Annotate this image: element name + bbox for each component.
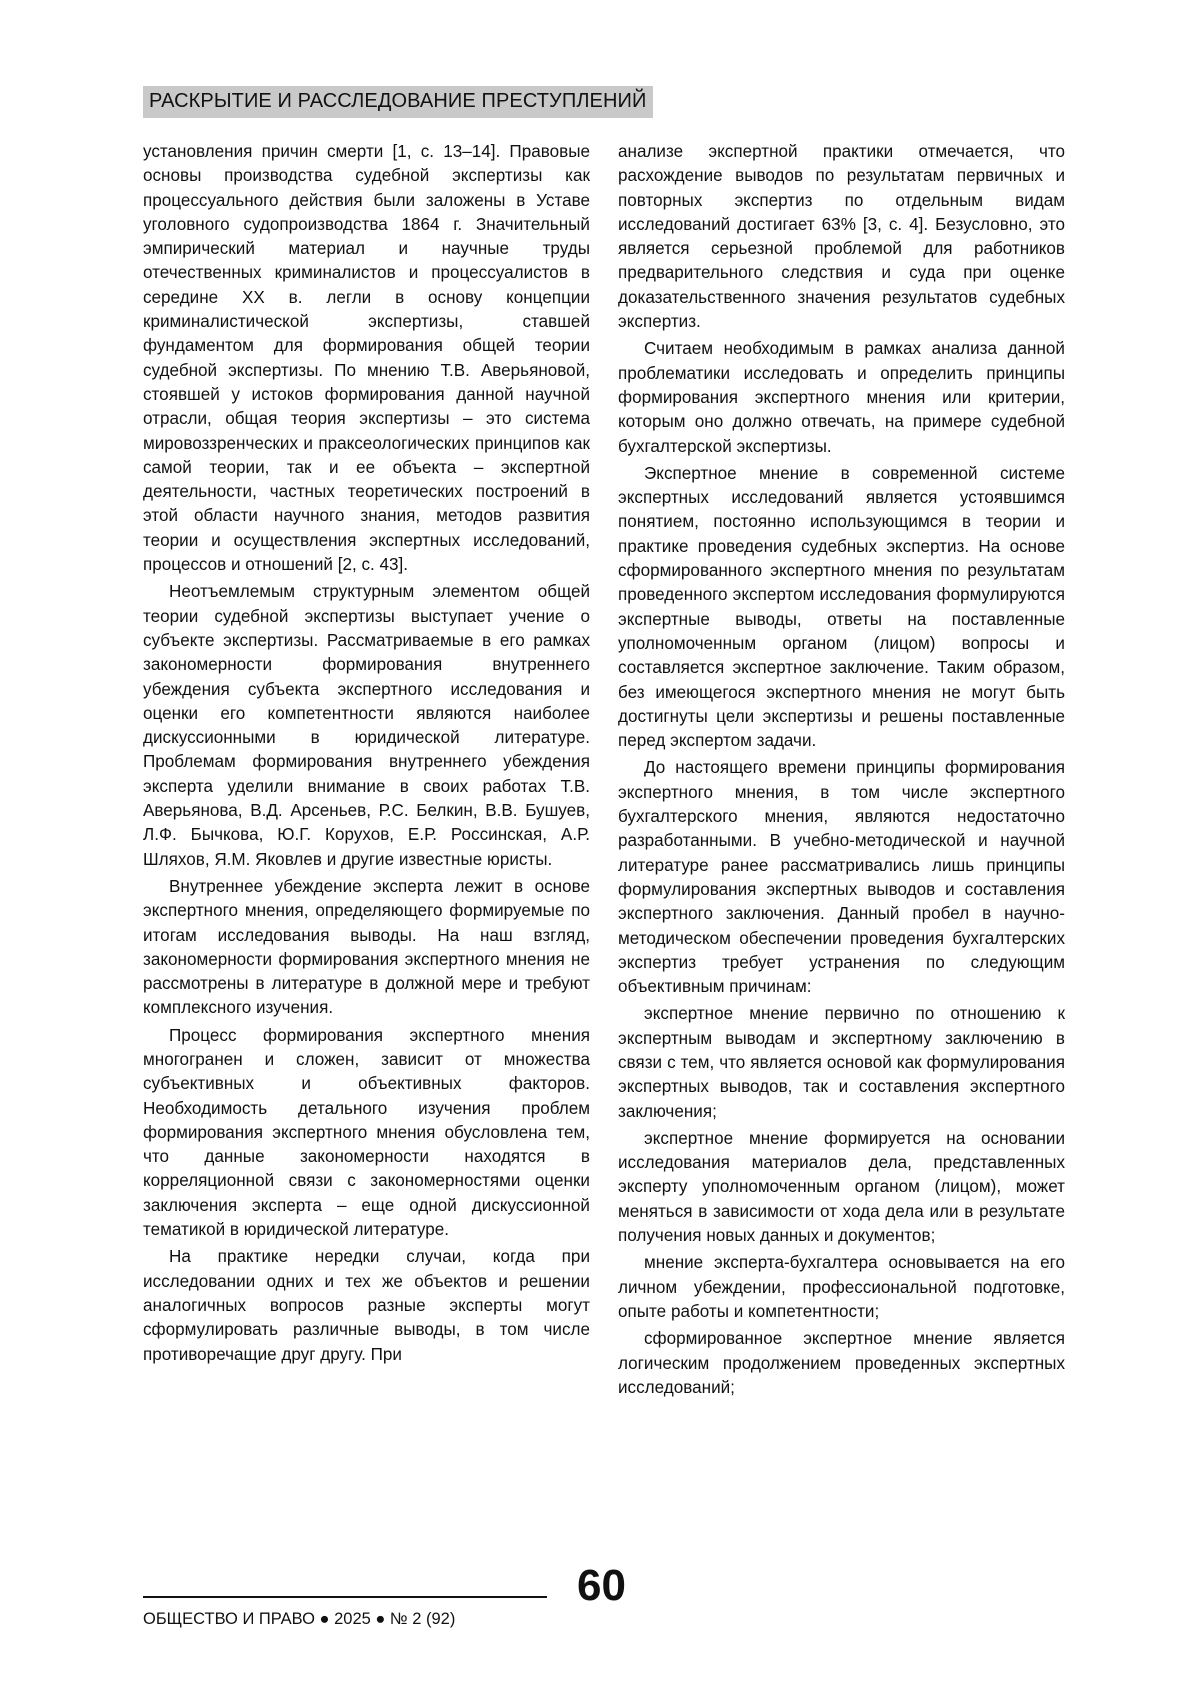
paragraph: Неотъемлемым структурным элементом общей теории судебной экспертизы выступает учение о субъекте экспертизы. Рассматриваемые в его рамках закономерности формирования внутреннего убеждения субъекта экспертного исследования и оценки его компетентности являются наиболее дискуссионными в юридической литературе. Проблемам формирования внутреннего убеждения эксперта уделили внимание в своих работах Т.В. Аверьянова, В.Д. Арсеньев, Р.С. Белкин, В.В. Бушуев, Л.Ф. Бычкова, Ю.Г. Корухов, Е.Р. Россинская, А.Р. Шляхов, Я.М. Яковлев и другие известные юристы. bbox=[143, 582, 590, 869]
paragraph: анализе экспертной практики отмечается, что расхождение выводов по результатам первичных и повторных экспертиз по отдельным видам исследований достигает 63% [3, с. 4]. Безусловно, это является серьезной проблемой для работников предварительного следствия и суда при оценке доказательственного значения результатов судебных экспертиз. bbox=[618, 142, 1065, 332]
list-item: мнение эксперта-бухгалтера основывается на его личном убеждении, профессиональной подготовке, опыте работы и компетентности; bbox=[618, 1253, 1065, 1321]
paragraph: Внутреннее убеждение эксперта лежит в основе экспертного мнения, определяющего формируемые по итогам исследования выводы. На наш взгляд, закономерности формирования экспертного мнения не рассмотрены в литературе в должной мере и требуют комплексного изучения. bbox=[143, 876, 590, 1018]
list-item: экспертное мнение первично по отношению к экспертным выводам и экспертному заключению в связи с тем, что является основой как формулирования экспертных выводов, так и составления экспертного заключения; bbox=[618, 1004, 1065, 1121]
right-column bbox=[618, 140, 1065, 1400]
footer-divider bbox=[143, 1596, 547, 1598]
paragraph: Считаем необходимым в рамках анализа данной проблематики исследовать и определить принципы формирования экспертного мнения или критерии, которым оно должно отвечать, на примере судебной бухгалтерской экспертизы. bbox=[618, 339, 1065, 456]
paragraph: установления причин смерти [1, с. 13–14]. Правовые основы производства судебной экспертизы как процессуального действия были заложены в Уставе уголовного судопроизводства 1864 г. Значительный эмпирический материал и научные труды отечественных криминалистов и процессуалистов в середине XX в. легли в основу концепции криминалистической экспертизы, ставшей фундаментом для формирования общей теории судебной экспертизы. По мнению Т.В. Аверьяновой, стоявшей у истоков формирования данной научной отрасли, общая теория экспертизы – это система мировоззренческих и праксеологических принципов как самой теории, так и ее объекта – экспертной деятельности, частных теоретических построений в этой области научного знания, методов развития теории и осуществления экспертных исследований, процессов и отношений [2, с. 43]. bbox=[143, 142, 590, 575]
paragraph: На практике нередки случаи, когда при исследовании одних и тех же объектов и решении аналогичных вопросов разные эксперты могут сформулировать различные выводы, в том числе противоречащие друг другу. При bbox=[143, 1247, 590, 1364]
paragraph: Процесс формирования экспертного мнения многогранен и сложен, зависит от множества субъективных и объективных факторов. Необходимость детального изучения проблем формирования экспертного мнения обусловлена тем, что данные закономерности находятся в корреляционной связи с закономерностями оценки заключения эксперта – еще одной дискуссионной тематикой в юридической литературе. bbox=[143, 1025, 590, 1240]
section-header bbox=[143, 86, 653, 118]
paragraph: Экспертное мнение в современной системе экспертных исследований является устоявшимся понятием, постоянно использующимся в теории и практике проведения судебных экспертиз. На основе сформированного экспертного мнения по результатам проведенного экспертом исследования формулируются экспертные выводы, ответы на поставленные уполномоченным органом (лицом) вопросы и составляется экспертное заключение. Таким образом, без имеющегося экспертного мнения не могут быть достигнуты цели экспертизы и решены поставленные перед экспертом задачи. bbox=[618, 463, 1065, 751]
list-item: экспертное мнение формируется на основании исследования материалов дела, представленных эксперту уполномоченным органом (лицом), может меняться в зависимости от хода дела или в результате получения новых данных и документов; bbox=[618, 1128, 1065, 1246]
left-column bbox=[143, 140, 590, 1367]
paragraph: До настоящего времени принципы формирования экспертного мнения, в том числе экспертного бухгалтерского мнения, являются недостаточно разработанными. В учебно-методической и научной литературе ранее рассматривались лишь принципы формулирования экспертных выводов и составления экспертного заключения. Данный пробел в научно-методическом обеспечении проведения бухгалтерских экспертиз требует устранения по следующим объективным причинам: bbox=[618, 758, 1065, 997]
page-number: 60 bbox=[577, 1561, 626, 1610]
footer-journal-info: ОБЩЕСТВО И ПРАВО ● 2025 ● № 2 (92) bbox=[143, 1610, 456, 1628]
list-item: сформированное экспертное мнение является логическим продолжением проведенных экспертных исследований; bbox=[618, 1329, 1065, 1397]
section-title: РАСКРЫТИЕ И РАССЛЕДОВАНИЕ ПРЕСТУПЛЕНИЙ bbox=[149, 90, 647, 112]
